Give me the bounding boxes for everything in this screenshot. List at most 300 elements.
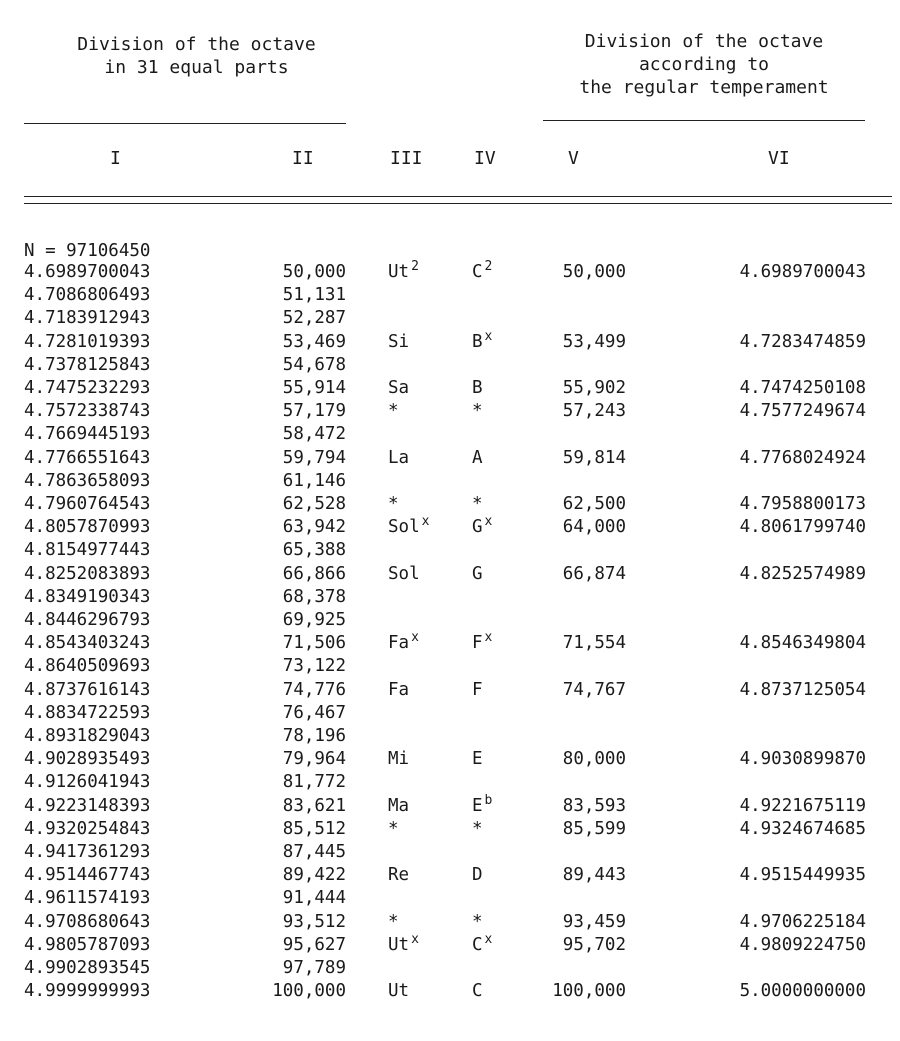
cell-text: 4.9999999993 <box>24 981 151 1002</box>
cell-col-ii <box>283 447 346 470</box>
cell-col-i <box>24 354 150 377</box>
cell-col-i <box>24 632 150 655</box>
left-header-line2: in 31 equal parts <box>104 57 289 78</box>
table-row <box>0 470 900 493</box>
cell-col-i <box>24 470 150 493</box>
cell-text: 4.9221675119 <box>739 795 866 816</box>
column-heading-III: III <box>390 148 423 169</box>
cell-text: 73,122 <box>282 656 346 677</box>
cell-col-ii <box>283 771 346 794</box>
cell-text: 4.7281019393 <box>24 331 151 352</box>
table-row <box>0 377 900 400</box>
cell-text: Ut <box>388 262 410 282</box>
cell-col-iii <box>388 377 409 400</box>
cell-col-i <box>24 423 150 446</box>
cell-col-ii <box>283 423 346 446</box>
cell-text: 4.9902893545 <box>24 958 151 978</box>
cell-col-i <box>24 284 150 307</box>
cell-col-vi <box>740 447 866 470</box>
cell-col-ii <box>283 284 346 307</box>
cell-col-i <box>24 864 150 887</box>
cell-text: 74,776 <box>282 679 346 700</box>
cell-text: 4.8546349804 <box>739 633 866 654</box>
table-row <box>0 423 900 446</box>
cell-col-ii <box>283 748 346 771</box>
cell-col-ii <box>283 377 346 400</box>
cell-text: 93,459 <box>562 911 626 932</box>
cell-col-ii <box>283 864 346 887</box>
cell-col-i <box>24 957 150 980</box>
cell-text: 4.8640509693 <box>24 656 151 677</box>
cell-col-ii <box>283 493 346 516</box>
cell-text: 62,500 <box>562 494 626 514</box>
cell-col-ii <box>283 331 346 354</box>
superscript-mark: x <box>484 514 493 530</box>
cell-text: G <box>472 563 483 584</box>
cell-col-ii <box>283 470 346 493</box>
table-row <box>0 792 900 818</box>
cell-text: 52,287 <box>282 308 346 329</box>
cell-text: 62,528 <box>282 494 346 514</box>
cell-text: 54,678 <box>282 354 346 375</box>
cell-text: 4.8154977443 <box>24 540 151 561</box>
cell-col-v <box>563 934 626 957</box>
cell-col-iii <box>388 632 419 656</box>
cell-text: Si <box>388 331 410 352</box>
cell-text: 55,902 <box>562 378 626 398</box>
table-row <box>0 931 900 957</box>
cell-col-vi <box>740 911 866 934</box>
cell-col-iii <box>388 748 409 771</box>
cell-col-i <box>24 725 150 748</box>
cell-col-ii <box>283 539 346 562</box>
cell-col-vi <box>740 864 866 887</box>
cell-col-iv <box>472 980 483 1003</box>
cell-col-ii <box>283 632 346 655</box>
cell-col-ii <box>283 261 346 284</box>
cell-text: Ma <box>388 795 410 816</box>
cell-text: 51,131 <box>282 285 346 306</box>
cell-text: 100,000 <box>272 981 346 1002</box>
cell-text: Sa <box>388 378 410 398</box>
cell-col-vi <box>740 261 866 284</box>
cell-col-v <box>563 911 626 934</box>
cell-text: 95,627 <box>282 934 346 955</box>
cell-col-iv <box>472 748 483 771</box>
cell-col-vi <box>740 563 866 586</box>
cell-col-i <box>24 307 150 330</box>
cell-text: 4.8834722593 <box>24 702 151 723</box>
cell-text: 4.7768024924 <box>739 447 866 468</box>
cell-col-iii <box>388 563 420 586</box>
cell-text: 74,767 <box>562 679 626 700</box>
cell-text: 4.8737616143 <box>24 679 151 700</box>
cell-col-ii <box>283 400 346 423</box>
cell-col-iv <box>472 679 483 702</box>
cell-col-iv <box>472 493 483 516</box>
cell-col-i <box>24 516 150 539</box>
cell-text: 4.7669445193 <box>24 424 151 445</box>
cell-col-vi <box>740 679 866 702</box>
cell-col-iii <box>388 931 419 958</box>
cell-text: 4.7283474859 <box>739 331 866 352</box>
cell-col-ii <box>283 563 346 586</box>
cell-col-iii <box>388 818 399 841</box>
cell-text: 91,444 <box>282 888 346 909</box>
cell-text: F <box>472 679 483 700</box>
right-header-rule <box>543 120 865 121</box>
cell-text: Fa <box>388 633 410 654</box>
cell-text: 78,196 <box>282 726 346 746</box>
cell-col-v <box>563 748 626 771</box>
cell-col-iv <box>472 792 493 819</box>
cell-col-iii <box>388 795 409 818</box>
cell-col-i <box>24 563 150 586</box>
cell-col-ii <box>283 887 346 910</box>
cell-text: 85,599 <box>562 818 626 839</box>
cell-col-v <box>563 632 626 655</box>
cell-text: 4.9706225184 <box>739 911 866 932</box>
cell-col-i <box>24 400 150 423</box>
cell-col-iv <box>472 931 493 958</box>
cell-text: A <box>472 447 483 468</box>
cell-col-iii <box>388 261 419 285</box>
cell-col-iii <box>388 516 429 540</box>
cell-col-i <box>24 887 150 910</box>
cell-col-i <box>24 911 150 934</box>
cell-text: 58,472 <box>282 424 346 445</box>
cell-text: Ut <box>388 981 410 1002</box>
cell-text: 81,772 <box>282 772 346 793</box>
table-row <box>0 586 900 609</box>
cell-col-iv <box>472 400 483 423</box>
cell-col-ii <box>283 841 346 864</box>
superscript-mark: x <box>411 630 419 646</box>
cell-text: 55,914 <box>282 378 346 398</box>
right-header-line2: according to <box>638 54 770 75</box>
cell-col-iv <box>472 516 492 540</box>
column-heading-VI: VI <box>768 148 790 169</box>
table-row <box>0 632 900 655</box>
cell-text: 4.9809224750 <box>739 934 866 955</box>
cell-col-v <box>563 261 626 284</box>
cell-col-iv <box>472 563 483 586</box>
cell-col-i <box>24 818 150 841</box>
cell-col-ii <box>283 911 346 934</box>
table-row <box>0 354 900 377</box>
right-header-line1: Division of the octave <box>584 31 824 52</box>
cell-text: 4.6989700043 <box>739 262 866 282</box>
cell-text: 83,621 <box>282 795 346 816</box>
column-heading-I: I <box>110 148 121 169</box>
cell-col-i <box>24 771 150 794</box>
n-label: N = 97106450 <box>24 241 151 261</box>
cell-text: 59,794 <box>282 447 346 468</box>
cell-text: 4.9417361293 <box>24 842 151 862</box>
cell-text: * <box>388 494 399 514</box>
cell-col-iv <box>472 377 483 400</box>
column-heading-V: V <box>568 148 579 169</box>
table-row <box>0 864 900 887</box>
table-row <box>0 725 900 748</box>
cell-text: 4.7958800173 <box>739 494 866 514</box>
superscript-mark: b <box>484 792 493 808</box>
cell-col-v <box>563 377 626 400</box>
table-row <box>0 679 900 702</box>
cell-text: * <box>388 911 399 932</box>
table-row <box>0 818 900 841</box>
cell-text: 80,000 <box>562 749 626 770</box>
cell-col-vi <box>740 632 866 655</box>
cell-col-ii <box>283 795 346 818</box>
cell-col-iii <box>388 400 399 423</box>
cell-text: 95,702 <box>562 934 626 955</box>
cell-text: 4.9126041943 <box>24 772 151 793</box>
cell-col-v <box>563 516 626 539</box>
superscript-mark: x <box>411 931 419 947</box>
cell-text: 4.8737125054 <box>739 679 866 700</box>
cell-text: 53,499 <box>562 331 626 352</box>
cell-col-i <box>24 702 150 725</box>
cell-text: * <box>472 401 483 422</box>
cell-text: 4.7086806493 <box>24 285 151 306</box>
cell-text: F <box>472 633 483 654</box>
cell-text: E <box>472 795 483 816</box>
cell-text: 4.8252083893 <box>24 563 151 584</box>
cell-col-vi <box>740 493 866 516</box>
cell-text: 4.7863658093 <box>24 470 151 491</box>
cell-col-iii <box>388 493 399 516</box>
cell-text: 57,243 <box>562 401 626 422</box>
cell-text: Ut <box>388 934 410 955</box>
cell-text: 4.9030899870 <box>739 749 866 770</box>
cell-col-v <box>563 400 626 423</box>
cell-col-v <box>563 447 626 470</box>
cell-text: 61,146 <box>282 470 346 491</box>
cell-col-vi <box>740 748 866 771</box>
cell-text: 4.7572338743 <box>24 401 151 422</box>
cell-col-i <box>24 841 150 864</box>
table-row <box>0 284 900 307</box>
table-row <box>0 261 900 284</box>
cell-text: 4.7960764543 <box>24 494 151 514</box>
cell-col-v <box>563 331 626 354</box>
cell-col-iv <box>472 818 483 841</box>
cell-text: 100,000 <box>552 981 626 1002</box>
cell-text: 64,000 <box>562 517 626 538</box>
cell-text: 4.9805787093 <box>24 934 151 955</box>
column-heading-II: II <box>292 148 314 169</box>
cell-text: 4.7474250108 <box>739 378 866 398</box>
cell-text: 4.9611574193 <box>24 888 151 909</box>
table-row <box>0 400 900 423</box>
cell-col-iv <box>472 911 483 934</box>
cell-col-ii <box>283 702 346 725</box>
cell-text: B <box>472 331 483 352</box>
cell-text: 4.7766551643 <box>24 447 151 468</box>
cell-text: * <box>388 818 399 839</box>
cell-col-v <box>563 818 626 841</box>
superscript-mark: x <box>484 328 493 344</box>
table-row <box>0 702 900 725</box>
cell-text: * <box>472 911 483 932</box>
cell-col-i <box>24 795 150 818</box>
cell-col-ii <box>283 655 346 678</box>
cell-col-ii <box>283 307 346 330</box>
column-heading-IV: IV <box>474 148 496 169</box>
cell-text: 71,506 <box>282 633 346 654</box>
cell-col-i <box>24 655 150 678</box>
cell-col-vi <box>740 795 866 818</box>
cell-text: 66,874 <box>562 563 626 584</box>
cell-text: 4.8057870993 <box>24 517 151 538</box>
cell-text: 63,942 <box>282 517 346 538</box>
cell-text: 89,443 <box>562 865 626 886</box>
cell-col-iv <box>472 632 492 656</box>
cell-text: 79,964 <box>282 749 346 770</box>
cell-text: 4.9324674685 <box>739 818 866 839</box>
cell-text: * <box>472 494 483 514</box>
cell-col-iv <box>472 447 483 470</box>
cell-col-i <box>24 679 150 702</box>
cell-col-ii <box>283 957 346 980</box>
table-row <box>0 539 900 562</box>
cell-col-ii <box>283 586 346 609</box>
cell-text: G <box>472 517 483 538</box>
cell-text: C <box>472 262 483 282</box>
table-row <box>0 957 900 980</box>
cell-col-iv <box>472 261 492 285</box>
cell-text: C <box>472 981 483 1002</box>
table-row <box>0 980 900 1003</box>
cell-col-iii <box>388 864 409 887</box>
cell-col-v <box>563 864 626 887</box>
cell-text: D <box>472 865 483 886</box>
table-row <box>0 655 900 678</box>
cell-text: 50,000 <box>562 262 626 282</box>
cell-col-vi <box>740 400 866 423</box>
cell-text: Sol <box>388 517 420 538</box>
cell-text: 66,866 <box>282 563 346 584</box>
cell-text: La <box>388 447 410 468</box>
cell-text: E <box>472 749 483 770</box>
cell-col-vi <box>740 934 866 957</box>
cell-text: 59,814 <box>562 447 626 468</box>
cell-text: Sol <box>388 563 420 584</box>
cell-text: 4.6989700043 <box>24 262 151 282</box>
cell-text: B <box>472 378 483 398</box>
table-row <box>0 841 900 864</box>
cell-col-i <box>24 539 150 562</box>
cell-text: 87,445 <box>282 842 346 862</box>
cell-col-v <box>552 980 626 1003</box>
right-header-line3: the regular temperament <box>579 77 829 98</box>
cell-col-ii <box>283 679 346 702</box>
cell-text: 4.8931829043 <box>24 726 151 746</box>
cell-text: 4.9708680643 <box>24 911 151 932</box>
cell-text: 68,378 <box>282 586 346 607</box>
cell-text: 89,422 <box>282 865 346 886</box>
cell-col-i <box>24 609 150 632</box>
cell-text: * <box>472 818 483 839</box>
left-header-line1: Division of the octave <box>77 34 316 55</box>
cell-text: 85,512 <box>282 818 346 839</box>
cell-text: 71,554 <box>562 633 626 654</box>
table-row <box>0 493 900 516</box>
cell-col-ii <box>283 516 346 539</box>
table-row <box>0 516 900 539</box>
cell-text: 4.7378125843 <box>24 354 151 375</box>
cell-text: 4.7183912943 <box>24 308 151 329</box>
table-row <box>0 911 900 934</box>
cell-col-ii <box>283 609 346 632</box>
cell-col-iii <box>388 980 409 1003</box>
cell-col-i <box>24 493 150 516</box>
cell-col-iii <box>388 679 409 702</box>
cell-text: 65,388 <box>282 540 346 561</box>
cell-text: 4.9515449935 <box>739 865 866 886</box>
cell-text: * <box>388 401 399 422</box>
cell-col-iii <box>388 447 409 470</box>
cell-col-i <box>24 331 150 354</box>
cell-text: 93,512 <box>282 911 346 932</box>
cell-col-vi <box>740 377 866 400</box>
table-row <box>0 887 900 910</box>
cell-text: 53,469 <box>282 331 346 352</box>
cell-col-i <box>24 447 150 470</box>
cell-col-vi <box>740 516 866 539</box>
cell-col-i <box>24 377 150 400</box>
cell-text: 4.9514467743 <box>24 865 151 886</box>
cell-text: Fa <box>388 679 410 700</box>
cell-text: 4.9028935493 <box>24 749 151 770</box>
cell-col-iv <box>472 864 483 887</box>
cell-text: 4.9320254843 <box>24 818 151 839</box>
table-row <box>0 307 900 330</box>
superscript-mark: x <box>421 514 430 530</box>
table-row <box>0 609 900 632</box>
cell-text: Re <box>388 865 410 886</box>
cell-text: 69,925 <box>282 610 346 630</box>
cell-col-iv <box>472 328 493 355</box>
cell-text: C <box>472 934 483 955</box>
cell-col-ii <box>283 934 346 957</box>
cell-text: 4.7475232293 <box>24 378 151 398</box>
double-rule-separator <box>24 196 892 204</box>
cell-text: 50,000 <box>282 262 346 282</box>
cell-col-i <box>24 934 150 957</box>
cell-col-v <box>563 563 626 586</box>
cell-col-iii <box>388 911 399 934</box>
cell-col-i <box>24 748 150 771</box>
cell-text: Mi <box>388 749 410 770</box>
cell-text: 4.8543403243 <box>24 633 151 654</box>
cell-text: 4.7577249674 <box>739 401 866 422</box>
cell-col-v <box>563 493 626 516</box>
cell-text: 76,467 <box>282 702 346 723</box>
cell-col-iii <box>388 331 409 354</box>
cell-text: 4.8252574989 <box>739 563 866 584</box>
cell-text: 5.0000000000 <box>739 981 866 1002</box>
cell-col-vi <box>740 331 866 354</box>
cell-text: 97,789 <box>282 958 346 978</box>
superscript-mark: x <box>484 931 493 947</box>
cell-col-v <box>563 679 626 702</box>
cell-col-i <box>24 261 150 284</box>
cell-text: 4.8446296793 <box>24 610 151 630</box>
table-row <box>0 447 900 470</box>
cell-text: 4.9223148393 <box>24 795 151 816</box>
